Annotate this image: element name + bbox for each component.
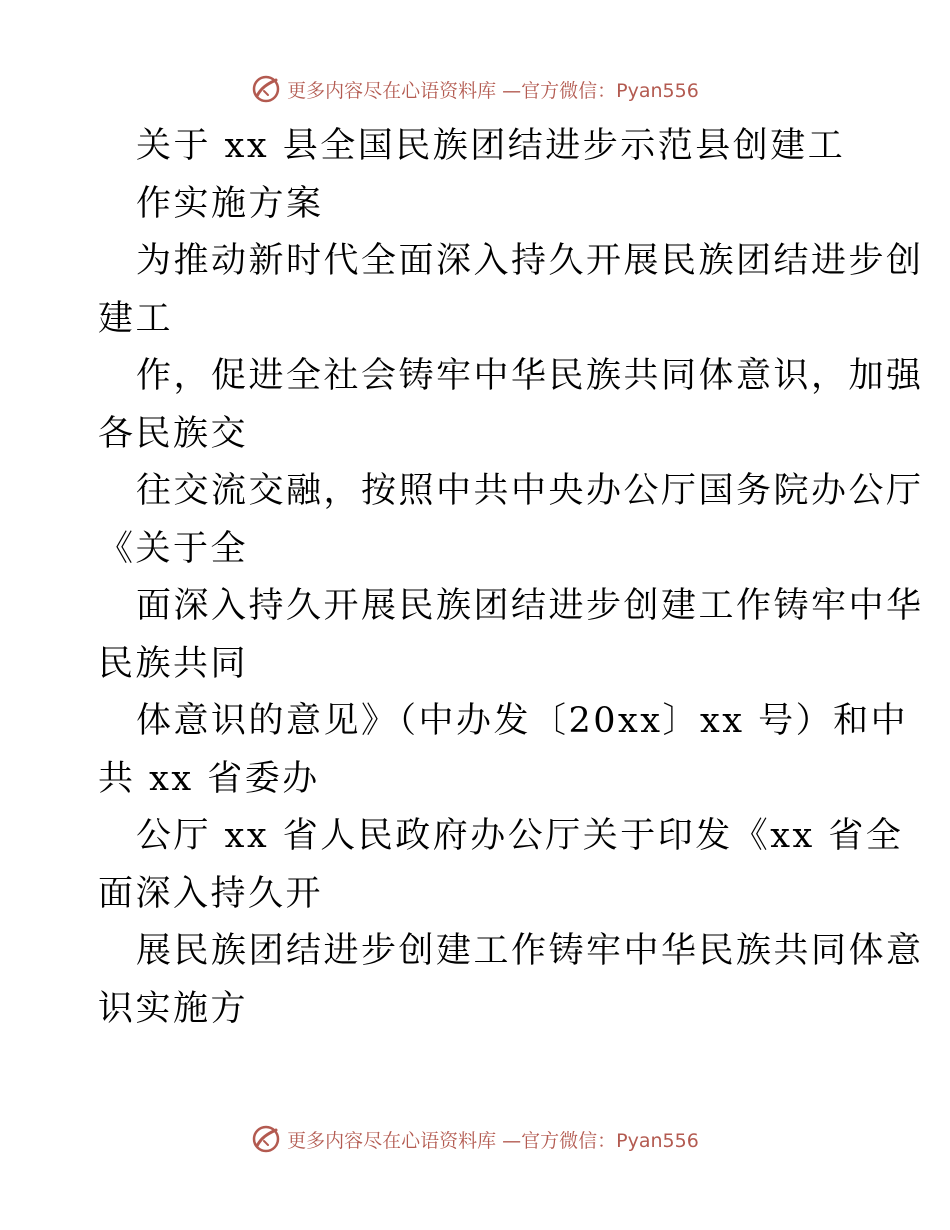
pen-seal-logo-icon: [251, 1124, 281, 1154]
pen-seal-logo-icon: [251, 74, 281, 104]
watermark-text: 更多内容尽在心语资料库: [287, 1129, 497, 1152]
paragraph-line: 往交流交融，按照中共中央办公厅国务院办公厅: [136, 471, 924, 511]
paragraph-line: 共 xx 省委办: [98, 758, 320, 799]
watermark-text: 更多内容尽在心语资料库: [287, 79, 497, 102]
paragraph-line: 识实施方: [98, 988, 249, 1029]
title-line-1: 关于 xx 县全国民族团结进步示范县创建工: [136, 126, 846, 166]
paragraph-line: 民族共同: [98, 643, 249, 684]
watermark-wechat: —官方微信：Pyan556: [502, 1129, 699, 1152]
paragraph-line: 公厅 xx 省人民政府办公厅关于印发《xx 省全: [136, 816, 904, 856]
paragraph-line: 展民族团结进步创建工作铸牢中华民族共同体意: [136, 931, 924, 971]
paragraph-line: 作，促进全社会铸牢中华民族共同体意识，加强: [136, 356, 924, 396]
paragraph-line: 体意识的意见》（中办发〔20xx〕xx 号）和中: [136, 701, 909, 741]
paragraph-line: 为推动新时代全面深入持久开展民族团结进步创: [136, 241, 924, 281]
title-line-2: 作实施方案: [136, 183, 324, 224]
watermark-footer: [0, 1124, 950, 1154]
watermark-wechat: —官方微信：Pyan556: [502, 79, 699, 102]
paragraph-line: 建工: [98, 298, 174, 339]
watermark-header: [0, 74, 950, 104]
paragraph-line: 各民族交: [98, 413, 249, 454]
paragraph-line: 面深入持久开展民族团结进步创建工作铸牢中华: [136, 586, 924, 626]
paragraph-line: 《关于全: [98, 528, 249, 569]
paragraph-line: 面深入持久开: [98, 873, 324, 914]
document-body: [98, 118, 924, 1038]
